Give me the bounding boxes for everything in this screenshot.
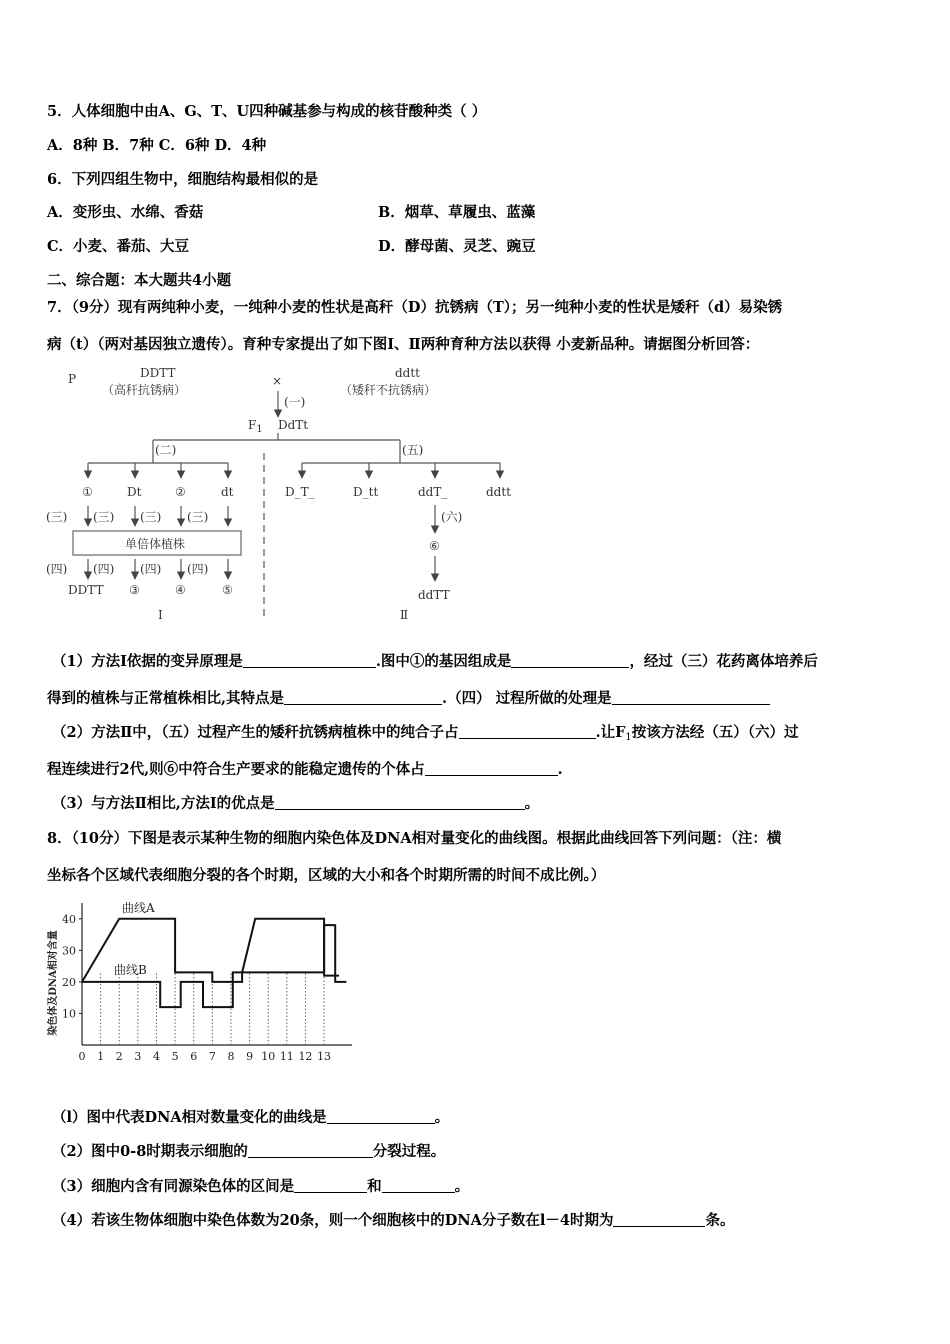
- step2-label: (二): [155, 443, 177, 457]
- section-title: 二、综合题：本大题共4小题: [47, 272, 232, 289]
- q6-option-a: A．变形虫、水绵、香菇: [47, 204, 204, 221]
- f2-type-3: ddT_: [418, 485, 448, 499]
- q7-sub1-line2: 得到的植株与正常植株相比,其特点是 .（四） 过程所做的处理是: [47, 689, 770, 709]
- method1-label: Ⅰ: [158, 608, 163, 622]
- q5-options: A．8种 B．7种 C．6种 D．4种: [47, 137, 267, 154]
- result-1: DDTT: [68, 583, 104, 597]
- answer-blank[interactable]: [511, 653, 629, 668]
- step3-label-2: (三): [93, 510, 115, 524]
- f2-type-1: D_T_: [285, 485, 315, 499]
- x-tick-label: 7: [208, 1050, 216, 1063]
- q8-sub3: （3）细胞内含有同源染色体的区间是 和 。: [52, 1178, 470, 1195]
- x-tick-label: 2: [115, 1050, 123, 1063]
- method2-label: Ⅱ: [400, 608, 409, 622]
- parent1-genotype: DDTT: [140, 366, 176, 380]
- step5-label: (五): [402, 443, 424, 457]
- f1-label: $F_1$: [248, 418, 263, 435]
- answer-blank[interactable]: [382, 1178, 455, 1193]
- parent2-trait: （矮秆不抗锈病）: [340, 383, 437, 397]
- q6-option-c: C．小麦、番茄、大豆: [47, 238, 190, 255]
- p-label: P: [68, 372, 77, 386]
- q7-line2: 病（t）（两对基因独立遗传）。育种专家提出了如下图Ⅰ、Ⅱ两种育种方法以获得 小麦新品种。请据图分析回答：: [47, 336, 760, 353]
- answer-blank[interactable]: [612, 690, 770, 705]
- cross-symbol: ×: [272, 374, 283, 388]
- q5-stem: 5．人体细胞中由A、G、T、U四种碱基参与构成的核苷酸种类（ ）: [47, 103, 487, 120]
- x-tick-label: 13: [317, 1050, 332, 1063]
- step1-label: (一): [284, 395, 306, 409]
- final-genotype: ddTT: [418, 588, 450, 602]
- y-tick-label: 40: [62, 912, 76, 926]
- x-tick-label: 1: [97, 1050, 105, 1063]
- q7-sub3: （3）与方法Ⅱ相比,方法Ⅰ的优点是 。: [52, 795, 540, 812]
- six-label: ⑥: [429, 539, 440, 553]
- gamete-4: dt: [221, 485, 234, 499]
- answer-blank[interactable]: [275, 795, 525, 810]
- y-tick-label: 10: [62, 1007, 76, 1021]
- q6-stem: 6．下列四组生物中，细胞结构最相似的是: [47, 171, 319, 188]
- step3-label-4: (三): [187, 510, 209, 524]
- parent1-trait: （高秆抗锈病）: [102, 383, 187, 397]
- q8-sub2: （2）图中0-8时期表示细胞的 分裂过程。: [52, 1143, 446, 1160]
- step3-label-3: (三): [140, 510, 162, 524]
- curve-b-label: 曲线B: [114, 963, 147, 977]
- q7-sub2-line1: （2）方法Ⅱ中，（五）过程产生的矮秆抗锈病植株中的纯合子占 .让$F_1$按该方法经（五）（六）过: [52, 724, 799, 743]
- f2-type-4: ddtt: [486, 485, 512, 499]
- answer-blank[interactable]: [327, 1109, 435, 1124]
- step6-label: (六): [441, 510, 463, 524]
- x-tick-label: 5: [171, 1050, 179, 1063]
- x-tick-label: 10: [261, 1050, 276, 1063]
- answer-blank[interactable]: [243, 653, 376, 668]
- result-3: ④: [175, 583, 186, 597]
- x-tick-label: 12: [298, 1050, 313, 1063]
- q8-line2: 坐标各个区域代表细胞分裂的各个时期，区域的大小和各个时期所需的时间不成比例。）: [47, 867, 606, 884]
- step4-label-3: (四): [140, 562, 162, 576]
- q7-line1: 7．（9分）现有两纯种小麦，一纯种小麦的性状是高秆（D）抗锈病（T）；另一纯种小麦的性状是矮秆（d）易染锈: [47, 299, 783, 316]
- haploid-label: 单倍体植株: [125, 537, 186, 551]
- answer-blank[interactable]: [248, 1143, 373, 1158]
- x-tick-label: 9: [246, 1050, 254, 1063]
- f1-genotype: DdTt: [278, 418, 309, 432]
- x-tick-label: 8: [227, 1050, 235, 1063]
- x-tick-label: 11: [279, 1050, 294, 1063]
- q7-sub1-line1: （1）方法Ⅰ依据的变异原理是 .图中①的基因组成是 ，经过（三）花药离体培养后: [52, 653, 818, 670]
- result-4: ⑤: [222, 583, 233, 597]
- answer-blank[interactable]: [294, 1178, 367, 1193]
- answer-blank[interactable]: [459, 724, 596, 739]
- result-2: ③: [129, 583, 140, 597]
- x-tick-label: 4: [152, 1050, 160, 1063]
- gamete-2: Dt: [127, 485, 142, 499]
- chromosome-dna-chart: [40, 895, 370, 1075]
- y-tick-label: 30: [62, 944, 76, 958]
- step4-label-4: (四): [187, 562, 209, 576]
- answer-blank[interactable]: [284, 690, 442, 705]
- step4-label-1: (四): [46, 562, 68, 576]
- step3-label-1: (三): [46, 510, 68, 524]
- answer-blank[interactable]: [613, 1212, 705, 1227]
- q6-option-b: B．烟草、草履虫、蓝藻: [378, 204, 536, 221]
- f2-type-2: D_tt: [353, 485, 379, 499]
- x-tick-label: 0: [78, 1050, 86, 1063]
- parent2-genotype: ddtt: [395, 366, 421, 380]
- q8-sub1: （l）图中代表DNA相对数量变化的曲线是 。: [52, 1109, 450, 1126]
- gamete-3: ②: [175, 485, 186, 499]
- chart-ylabel: 染色体及DNA相对含量: [48, 930, 59, 1036]
- curve-a-label: 曲线A: [122, 901, 155, 915]
- q6-option-d: D．酵母菌、灵芝、豌豆: [378, 238, 536, 255]
- q8-sub4: （4）若该生物体细胞中染色体数为20条，则一个细胞核中的DNA分子数在l－4时期为 条。: [52, 1212, 735, 1229]
- x-tick-label: 3: [134, 1050, 142, 1063]
- step4-label-2: (四): [93, 562, 115, 576]
- q8-line1: 8．（10分）下图是表示某种生物的细胞内染色体及DNA相对量变化的曲线图。根据此曲线回答下列问题：（注：横: [47, 830, 782, 847]
- gamete-1: ①: [82, 485, 93, 499]
- answer-blank[interactable]: [425, 761, 558, 776]
- y-tick-label: 20: [62, 975, 76, 989]
- breeding-diagram: [40, 365, 520, 625]
- q7-sub2-line2: 程连续进行2代,则⑥中符合生产要求的能稳定遗传的个体占 .: [47, 761, 563, 778]
- x-tick-label: 6: [190, 1050, 198, 1063]
